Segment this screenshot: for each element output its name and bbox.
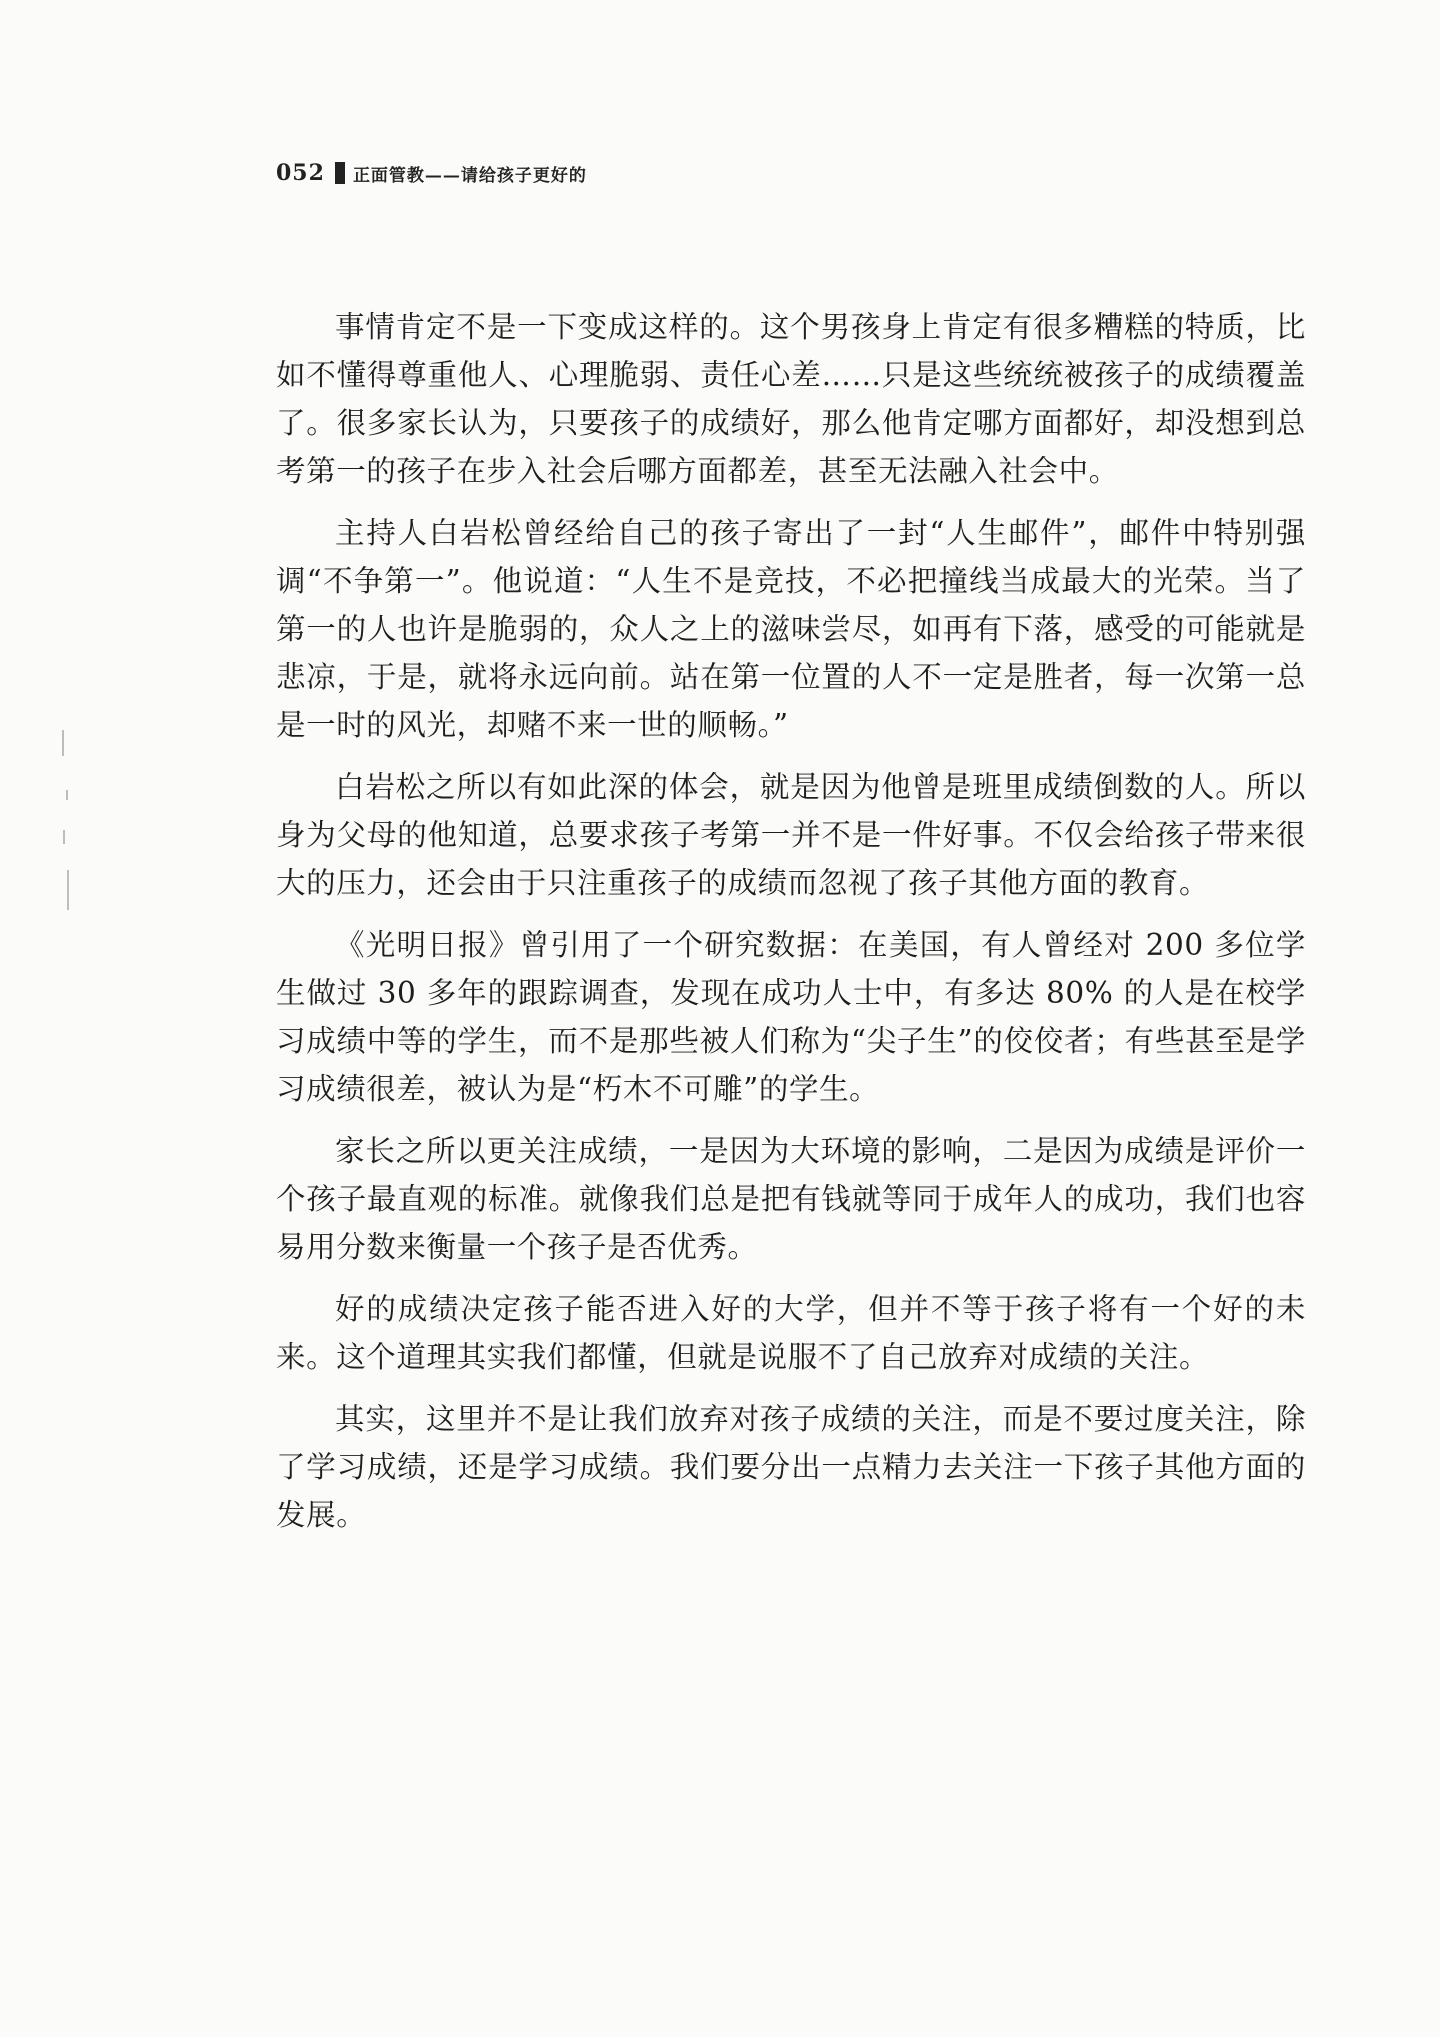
paragraph: 主持人白岩松曾经给自己的孩子寄出了一封“人生邮件”，邮件中特别强调“不争第一”。他说道：“人生不是竞技，不必把撞线当成最大的光荣。当了第一的人也许是脆弱的，众人之上的滋味尝尽，如再有下落，感受的可能就是悲凉，于是，就将永远向前。站在第一位置的人不一定是胜者，每一次第一总是一时的风光，却赌不来一世的顺畅。” (276, 516, 1306, 742)
book-title: 正面管教——请给孩子更好的 (352, 165, 587, 186)
paragraph: 《光明日报》曾引用了一个研究数据：在美国，有人曾经对 200 多位学生做过 30 多年的跟踪调查，发现在成功人士中，有多达 80% 的人是在校学习成绩中等的学生，而不是那些被人们称为“尖子生”的佼佼者；有些甚至是学习成绩很差，被认为是“朽木不可雕”的学生。 (276, 928, 1306, 1106)
running-head (276, 160, 587, 186)
paragraph: 事情肯定不是一下变成这样的。这个男孩身上肯定有很多糟糕的特质，比如不懂得尊重他人、心理脆弱、责任心差……只是这些统统被孩子的成绩覆盖了。很多家长认为，只要孩子的成绩好，那么他肯定哪方面都好，却没想到总考第一的孩子在步入社会后哪方面都差，甚至无法融入社会中。 (276, 310, 1306, 488)
page-number: 052 (276, 160, 325, 186)
margin-scan-marks (60, 730, 74, 930)
paragraph: 家长之所以更关注成绩，一是因为大环境的影响，二是因为成绩是评价一个孩子最直观的标准。就像我们总是把有钱就等同于成年人的成功，我们也容易用分数来衡量一个孩子是否优秀。 (276, 1134, 1306, 1264)
paragraph: 好的成绩决定孩子能否进入好的大学，但并不等于孩子将有一个好的未来。这个道理其实我们都懂，但就是说服不了自己放弃对成绩的关注。 (276, 1292, 1306, 1374)
paragraph: 白岩松之所以有如此深的体会，就是因为他曾是班里成绩倒数的人。所以身为父母的他知道，总要求孩子考第一并不是一件好事。不仅会给孩子带来很大的压力，还会由于只注重孩子的成绩而忽视了孩子其他方面的教育。 (276, 770, 1306, 900)
body-text (276, 303, 1306, 1553)
paragraph: 其实，这里并不是让我们放弃对孩子成绩的关注，而是不要过度关注，除了学习成绩，还是学习成绩。我们要分出一点精力去关注一下孩子其他方面的发展。 (276, 1402, 1306, 1532)
header-block-mark (335, 162, 345, 184)
